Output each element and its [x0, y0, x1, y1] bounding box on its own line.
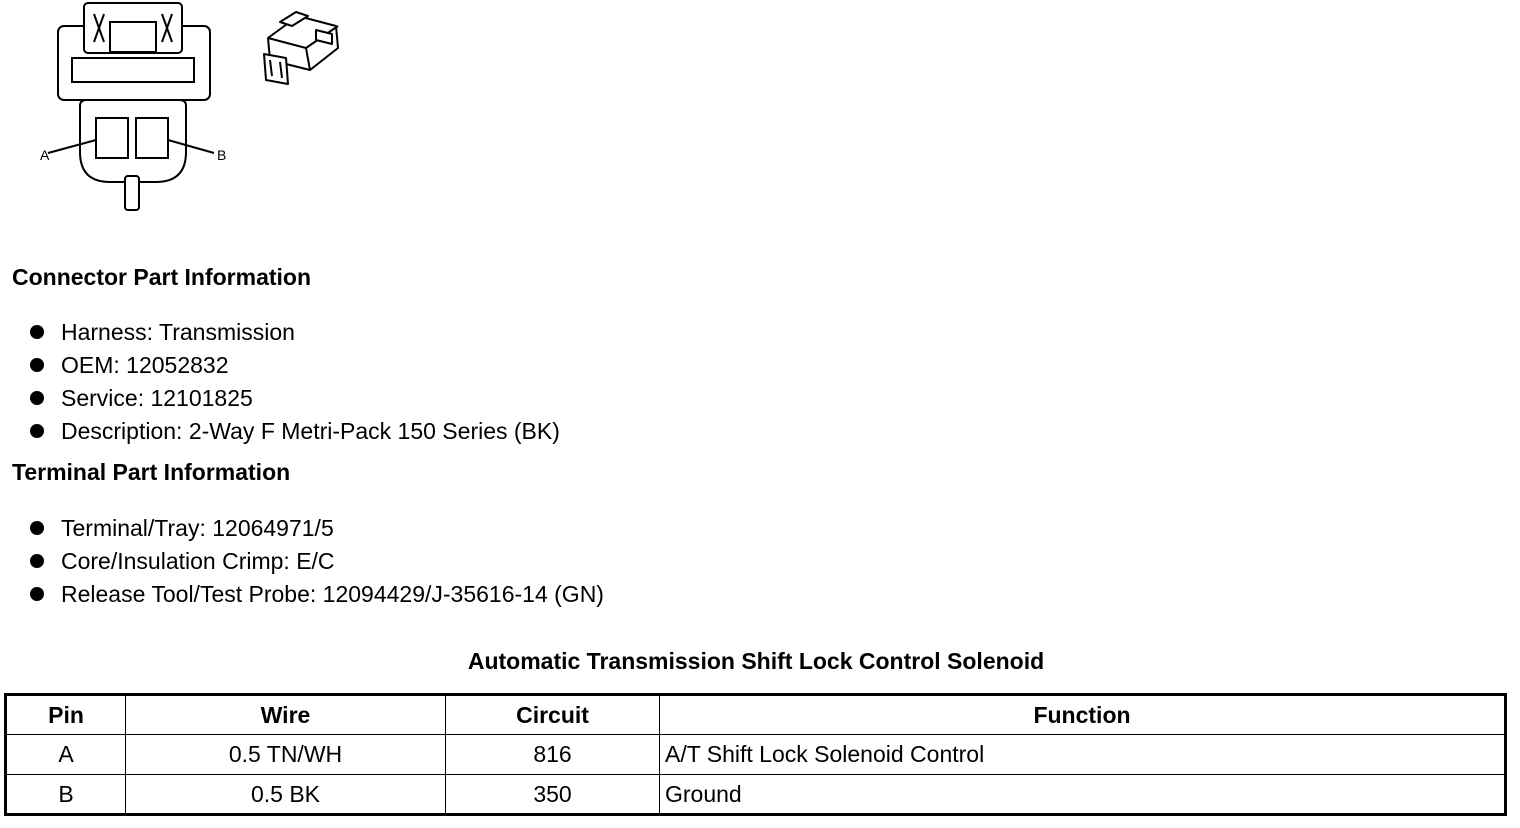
list-item-text: Harness: Transmission — [61, 319, 295, 345]
wire-cell: 0.5 TN/WH — [126, 735, 446, 775]
connector-isometric-view-diagram — [258, 8, 348, 90]
list-item — [28, 382, 560, 415]
list-item — [28, 545, 604, 578]
column-header-circuit: Circuit — [446, 695, 660, 735]
list-item-text: Service: 12101825 — [61, 385, 253, 411]
terminal-part-info-heading: Terminal Part Information — [12, 459, 291, 485]
list-item-text: Release Tool/Test Probe: 12094429/J-35616-14 (GN) — [61, 581, 604, 607]
column-header-pin: Pin — [6, 695, 126, 735]
bullet-icon — [30, 358, 44, 372]
pin-cell: A — [6, 735, 126, 775]
bullet-icon — [30, 391, 44, 405]
bullet-icon — [30, 587, 44, 601]
connector-part-info-heading: Connector Part Information — [12, 264, 312, 290]
list-item-text: OEM: 12052832 — [61, 352, 229, 378]
list-item — [28, 316, 560, 349]
connector-part-info-list — [28, 316, 560, 448]
pin-cell: B — [6, 775, 126, 815]
connector-front-view-diagram — [30, 0, 240, 215]
function-cell: A/T Shift Lock Solenoid Control — [660, 735, 1506, 775]
bullet-icon — [30, 325, 44, 339]
circuit-cell: 350 — [446, 775, 660, 815]
column-header-function: Function — [660, 695, 1506, 735]
wire-cell: 0.5 BK — [126, 775, 446, 815]
pin-table — [4, 693, 1507, 816]
list-item — [28, 512, 604, 545]
bullet-icon — [30, 424, 44, 438]
list-item — [28, 415, 560, 448]
pin-table-title: Automatic Transmission Shift Lock Control Solenoid — [467, 648, 1045, 674]
bullet-icon — [30, 521, 44, 535]
bullet-icon — [30, 554, 44, 568]
pin-b-label: B — [217, 147, 227, 163]
table-row — [6, 775, 1506, 815]
table-row — [6, 735, 1506, 775]
circuit-cell: 816 — [446, 735, 660, 775]
column-header-wire: Wire — [126, 695, 446, 735]
list-item-text: Core/Insulation Crimp: E/C — [61, 548, 335, 574]
terminal-part-info-list — [28, 512, 604, 611]
table-header-row — [6, 695, 1506, 735]
function-cell: Ground — [660, 775, 1506, 815]
list-item — [28, 578, 604, 611]
list-item-text: Description: 2-Way F Metri-Pack 150 Series (BK) — [61, 418, 560, 444]
list-item-text: Terminal/Tray: 12064971/5 — [61, 515, 334, 541]
pin-a-label: A — [40, 147, 50, 163]
list-item — [28, 349, 560, 382]
